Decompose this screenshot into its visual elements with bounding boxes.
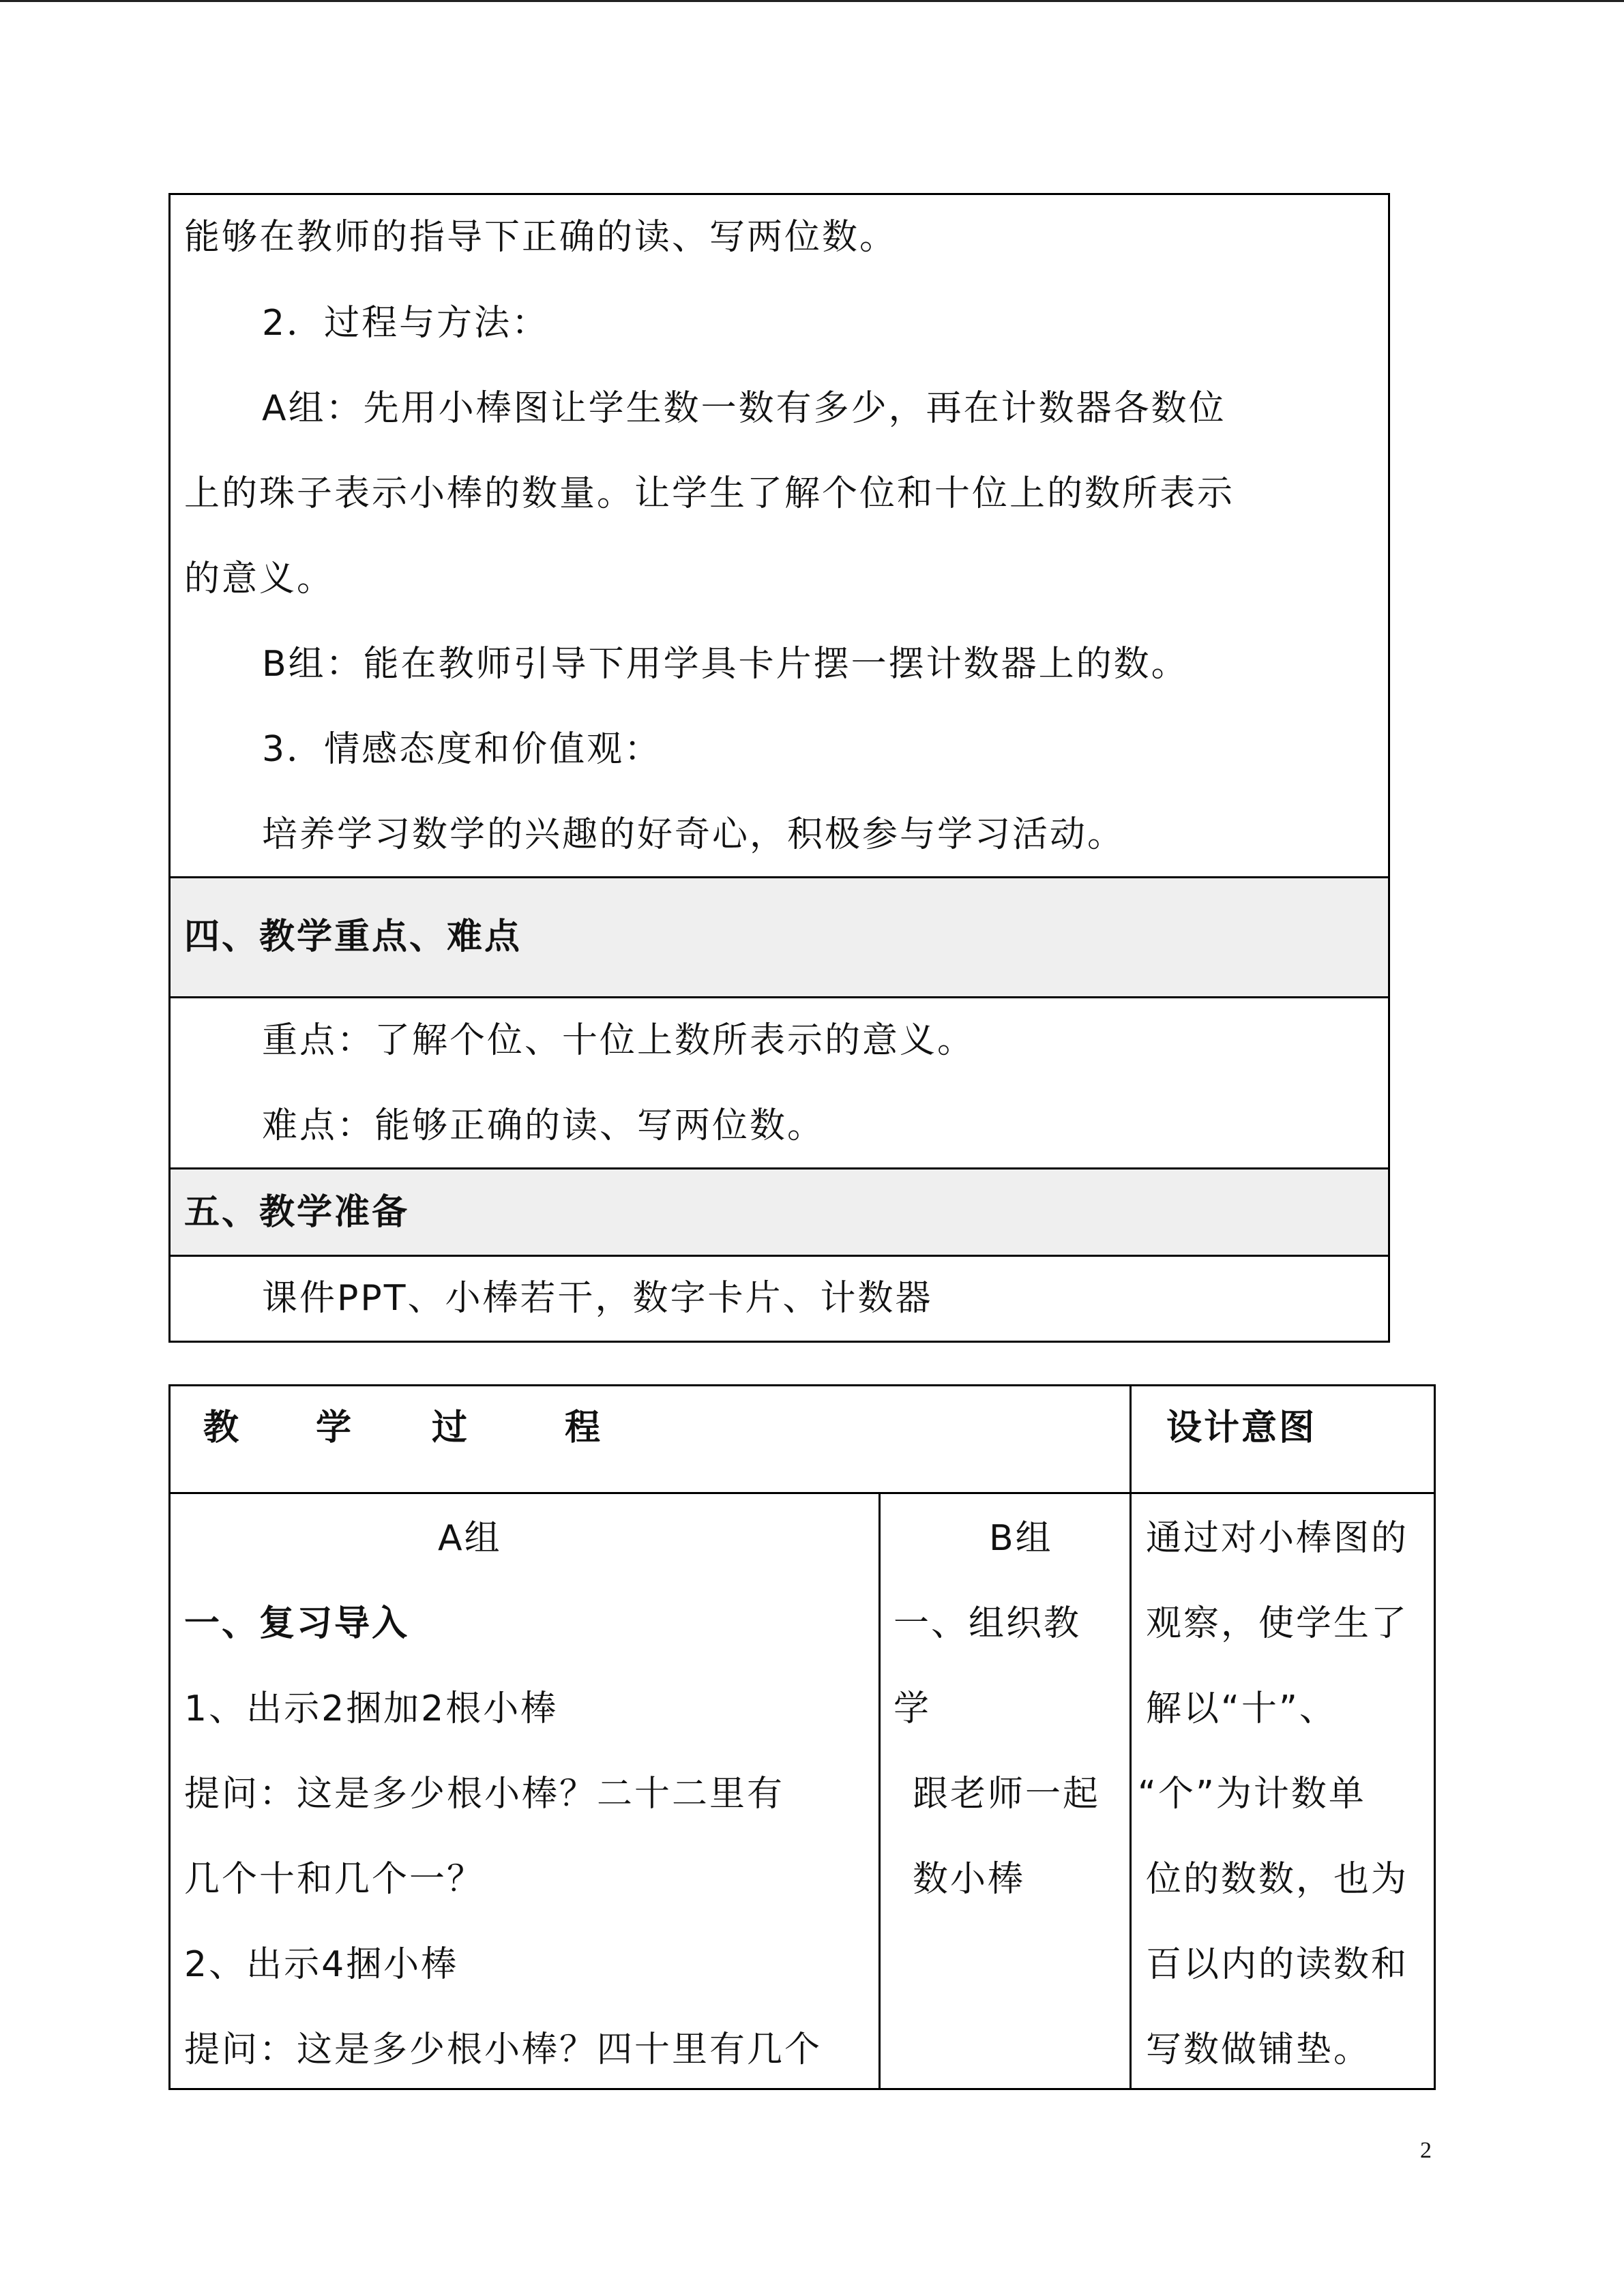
page-number: 2 [1420, 2138, 1432, 2163]
emotion-values-text: 培养学习数学的兴趣的好奇心，积极参与学习活动。 [262, 814, 1125, 855]
upper-bottom-border [168, 1341, 1390, 1343]
b-group-line-2: 学 [894, 1688, 932, 1729]
section4-title: 四、教学重点、难点 [184, 916, 522, 957]
intent-line-2: 观察，使学生了 [1146, 1603, 1409, 1644]
intent-line-5: 位的数数，也为 [1146, 1859, 1409, 1900]
b-group-line-1: 一、组织教 [894, 1603, 1082, 1644]
a-group-objective-line-1: A组：先用小棒图让学生数一数有多少，再在计数器各数位 [262, 388, 1226, 429]
upper-top-border [168, 193, 1390, 195]
section5-top-border [168, 1167, 1390, 1169]
a-group-line-5: 提问：这是多少根小棒？四十里有几个 [184, 2029, 823, 2070]
a-group-objective-line-3: 的意义。 [184, 558, 335, 599]
section5-title: 五、教学准备 [184, 1192, 410, 1233]
preparation-text: 课件PPT、小棒若干，数字卡片、计数器 [262, 1278, 933, 1319]
difficulty-text: 难点：能够正确的读、写两位数。 [262, 1105, 825, 1146]
group-column-border [879, 1492, 881, 2089]
a-group-line-1: 1、出示2捆加2根小棒 [184, 1688, 559, 1729]
lower-top-border [168, 1384, 1436, 1386]
intent-line-1: 通过对小棒图的 [1146, 1518, 1409, 1559]
a-group-title: A组 [438, 1518, 502, 1559]
a-group-line-4: 2、出示4捆小棒 [184, 1944, 459, 1985]
section4-top-border [168, 876, 1390, 878]
section4-bottom-border [168, 996, 1390, 998]
lower-right-border [1434, 1384, 1436, 2090]
header-process-char-3: 过 [432, 1407, 470, 1448]
b-group-line-4: 数小棒 [913, 1859, 1026, 1900]
lower-left-border [168, 1384, 171, 2090]
intent-column-border [1130, 1384, 1132, 2090]
emotion-values-heading: 3．情感态度和价值观： [262, 729, 662, 770]
a-group-line-2: 提问：这是多少根小棒？二十二里有 [184, 1774, 785, 1815]
lower-bottom-border [168, 2088, 1436, 2090]
intent-line-6: 百以内的读数和 [1146, 1944, 1409, 1985]
header-bottom-border [168, 1492, 1436, 1494]
upper-left-border [168, 193, 171, 1343]
b-group-line-3: 跟老师一起 [913, 1774, 1101, 1815]
objective-line-1: 能够在教师的指导下正确的读、写两位数。 [184, 217, 898, 258]
header-design-intent: 设计意图 [1166, 1407, 1317, 1448]
intent-line-7: 写数做铺垫。 [1146, 2029, 1372, 2070]
upper-right-border [1388, 193, 1390, 1343]
intent-line-3: 解以“十”、 [1146, 1688, 1337, 1729]
section5-bottom-border [168, 1255, 1390, 1257]
intent-line-4: “个”为计数单 [1138, 1774, 1366, 1815]
b-group-objective: B组：能在教师引导下用学具卡片摆一摆计数器上的数。 [262, 644, 1189, 685]
top-border [0, 0, 1624, 2]
a-group-heading: 一、复习导入 [184, 1603, 410, 1644]
process-method-heading: 2．过程与方法： [262, 303, 550, 344]
header-process-char-2: 学 [316, 1407, 354, 1448]
a-group-line-3: 几个十和几个一？ [184, 1859, 485, 1900]
a-group-objective-line-2: 上的珠子表示小棒的数量。让学生了解个位和十位上的数所表示 [184, 473, 1235, 514]
header-process-char-1: 教 [203, 1407, 241, 1448]
b-group-title: B组 [989, 1518, 1053, 1559]
key-point-text: 重点：了解个位、十位上数所表示的意义。 [262, 1020, 975, 1061]
header-process-char-4: 程 [565, 1407, 603, 1448]
